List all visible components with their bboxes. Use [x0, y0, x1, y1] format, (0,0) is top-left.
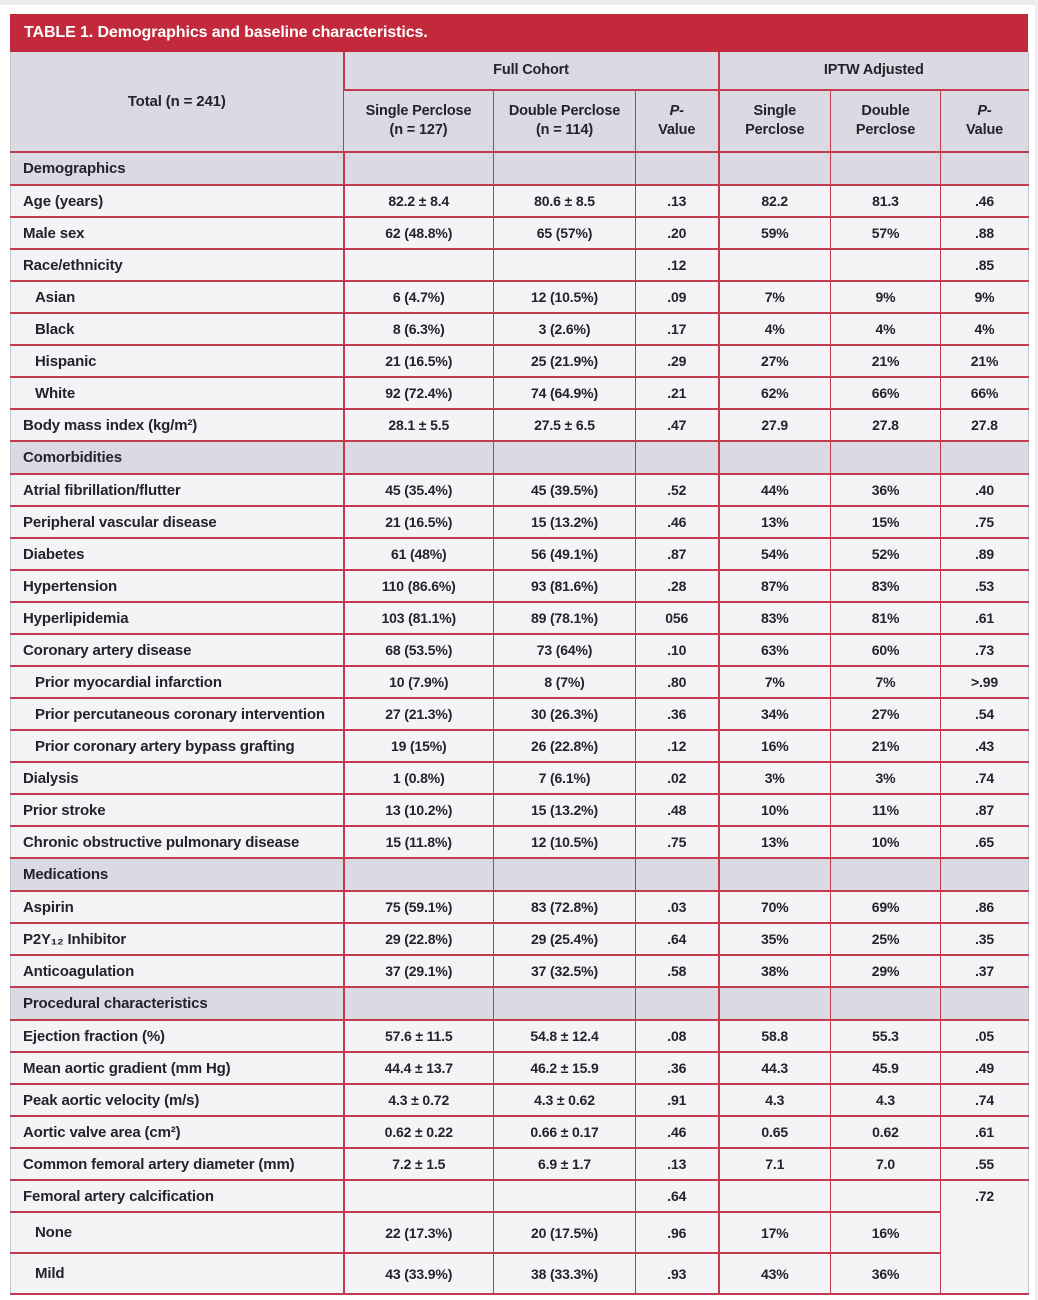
- value-cell: .64: [636, 1180, 719, 1212]
- row-label: Body mass index (kg/m²): [11, 409, 344, 441]
- row-label: Anticoagulation: [11, 955, 344, 987]
- column-header-single-perclose-full: Single Perclose (n = 127): [344, 90, 494, 152]
- value-cell: .73: [941, 634, 1029, 666]
- value-cell: 66%: [941, 377, 1029, 409]
- value-cell: 1 (0.8%): [344, 762, 494, 794]
- value-cell: 68 (53.5%): [344, 634, 494, 666]
- value-cell: 110 (86.6%): [344, 570, 494, 602]
- value-cell: 10%: [831, 826, 941, 858]
- column-header-single-perclose-iptw: Single Perclose: [719, 90, 831, 152]
- empty-cell: [831, 441, 941, 474]
- value-cell: .37: [941, 955, 1029, 987]
- value-cell: 7%: [719, 281, 831, 313]
- table-row: [11, 1180, 1029, 1212]
- value-cell: 35%: [719, 923, 831, 955]
- table-row: [11, 1116, 1029, 1148]
- empty-cell: [636, 441, 719, 474]
- value-cell: 61 (48%): [344, 538, 494, 570]
- empty-cell: [636, 987, 719, 1020]
- value-cell: .88: [941, 217, 1029, 249]
- row-label: Diabetes: [11, 538, 344, 570]
- table-row: [11, 1052, 1029, 1084]
- value-cell: 75 (59.1%): [344, 891, 494, 923]
- value-cell: .91: [636, 1084, 719, 1116]
- value-cell: 25 (21.9%): [494, 345, 636, 377]
- value-cell: [831, 1180, 941, 1212]
- value-cell: 13%: [719, 506, 831, 538]
- value-cell: 4.3: [831, 1084, 941, 1116]
- value-cell: 27.8: [831, 409, 941, 441]
- table-row: [11, 281, 1029, 313]
- value-cell: .13: [636, 1148, 719, 1180]
- row-label: Age (years): [11, 185, 344, 217]
- value-cell: 36%: [831, 1253, 941, 1294]
- value-cell: 4.3 ± 0.72: [344, 1084, 494, 1116]
- value-cell: .35: [941, 923, 1029, 955]
- table-row: [11, 698, 1029, 730]
- value-cell: 54%: [719, 538, 831, 570]
- row-label: Asian: [11, 281, 344, 313]
- value-cell: 6.9 ± 1.7: [494, 1148, 636, 1180]
- table-row: [11, 474, 1029, 506]
- value-cell: .17: [636, 313, 719, 345]
- value-cell: 45 (35.4%): [344, 474, 494, 506]
- value-cell: .49: [941, 1052, 1029, 1084]
- value-cell: 15 (13.2%): [494, 506, 636, 538]
- value-cell: 15 (13.2%): [494, 794, 636, 826]
- value-cell: 34%: [719, 698, 831, 730]
- value-cell: .89: [941, 538, 1029, 570]
- value-cell: 80.6 ± 8.5: [494, 185, 636, 217]
- value-cell: .53: [941, 570, 1029, 602]
- demographics-table: [10, 14, 1028, 1295]
- empty-cell: [831, 858, 941, 891]
- value-cell: 70%: [719, 891, 831, 923]
- value-cell: 37 (32.5%): [494, 955, 636, 987]
- row-label: Prior coronary artery bypass grafting: [11, 730, 344, 762]
- value-cell: .36: [636, 1052, 719, 1084]
- value-cell: [344, 249, 494, 281]
- value-cell: 25%: [831, 923, 941, 955]
- empty-cell: [719, 858, 831, 891]
- value-cell: 7%: [831, 666, 941, 698]
- value-cell: 21%: [831, 730, 941, 762]
- empty-cell: [494, 152, 636, 185]
- table-row: [11, 923, 1029, 955]
- value-cell: 83%: [831, 570, 941, 602]
- value-cell: 54.8 ± 12.4: [494, 1020, 636, 1052]
- value-cell: 0.62: [831, 1116, 941, 1148]
- row-label: P2Y₁₂ Inhibitor: [11, 923, 344, 955]
- value-cell: 7 (6.1%): [494, 762, 636, 794]
- empty-cell: [831, 152, 941, 185]
- value-cell: .87: [941, 794, 1029, 826]
- column-header-pvalue-full: P- Value: [636, 90, 719, 152]
- value-cell: 4%: [719, 313, 831, 345]
- value-cell: 43 (33.9%): [344, 1253, 494, 1294]
- row-label: Atrial fibrillation/flutter: [11, 474, 344, 506]
- value-cell: .08: [636, 1020, 719, 1052]
- value-cell: 83 (72.8%): [494, 891, 636, 923]
- value-cell: 8 (6.3%): [344, 313, 494, 345]
- value-cell: 17%: [719, 1212, 831, 1253]
- value-cell: .80: [636, 666, 719, 698]
- row-label: Chronic obstructive pulmonary disease: [11, 826, 344, 858]
- value-cell: 3 (2.6%): [494, 313, 636, 345]
- value-cell: .96: [636, 1212, 719, 1253]
- row-label: Ejection fraction (%): [11, 1020, 344, 1052]
- value-cell: 27%: [719, 345, 831, 377]
- value-cell: 21 (16.5%): [344, 506, 494, 538]
- value-cell: [494, 1180, 636, 1212]
- value-cell: .87: [636, 538, 719, 570]
- value-cell: 81%: [831, 602, 941, 634]
- value-cell: .47: [636, 409, 719, 441]
- empty-cell: [719, 152, 831, 185]
- row-label: Prior myocardial infarction: [11, 666, 344, 698]
- table-row: [11, 1212, 1029, 1253]
- value-cell: 29 (22.8%): [344, 923, 494, 955]
- value-cell: 13%: [719, 826, 831, 858]
- value-cell: 30 (26.3%): [494, 698, 636, 730]
- value-cell: 0.62 ± 0.22: [344, 1116, 494, 1148]
- table-row: [11, 570, 1029, 602]
- section-label: Comorbidities: [11, 441, 344, 474]
- row-label: Aspirin: [11, 891, 344, 923]
- empty-cell: [636, 858, 719, 891]
- value-cell: 21%: [831, 345, 941, 377]
- group-header-row: [11, 52, 1029, 90]
- value-cell: 4%: [941, 313, 1029, 345]
- value-cell: .75: [636, 826, 719, 858]
- column-header-double-perclose-full: Double Perclose (n = 114): [494, 90, 636, 152]
- value-cell: .61: [941, 602, 1029, 634]
- table-row: [11, 506, 1029, 538]
- row-label: Hypertension: [11, 570, 344, 602]
- table-row: [11, 955, 1029, 987]
- value-cell: 19 (15%): [344, 730, 494, 762]
- value-cell: .58: [636, 955, 719, 987]
- page-top-edge: [0, 0, 1038, 5]
- value-cell: 7.2 ± 1.5: [344, 1148, 494, 1180]
- empty-cell: [344, 987, 494, 1020]
- row-label: Aortic valve area (cm²): [11, 1116, 344, 1148]
- value-cell: 45.9: [831, 1052, 941, 1084]
- value-cell: .93: [636, 1253, 719, 1294]
- value-cell: 16%: [719, 730, 831, 762]
- value-cell: 59%: [719, 217, 831, 249]
- empty-cell: [941, 441, 1029, 474]
- value-cell: 45 (39.5%): [494, 474, 636, 506]
- empty-cell: [941, 987, 1029, 1020]
- table-row: [11, 794, 1029, 826]
- row-label: Prior stroke: [11, 794, 344, 826]
- value-cell: 3%: [719, 762, 831, 794]
- value-cell: 7%: [719, 666, 831, 698]
- value-cell: 44.4 ± 13.7: [344, 1052, 494, 1084]
- value-cell: 20 (17.5%): [494, 1212, 636, 1253]
- value-cell: 38 (33.3%): [494, 1253, 636, 1294]
- table-row: [11, 1084, 1029, 1116]
- row-label: White: [11, 377, 344, 409]
- value-cell: 58.8: [719, 1020, 831, 1052]
- column-header-double-perclose-iptw: Double Perclose: [831, 90, 941, 152]
- value-cell: 55.3: [831, 1020, 941, 1052]
- value-cell: 74 (64.9%): [494, 377, 636, 409]
- value-cell: 57.6 ± 11.5: [344, 1020, 494, 1052]
- value-cell: 26 (22.8%): [494, 730, 636, 762]
- value-cell: 44.3: [719, 1052, 831, 1084]
- column-group-iptw-adjusted: IPTW Adjusted: [719, 52, 1029, 90]
- value-cell: 82.2 ± 8.4: [344, 185, 494, 217]
- section-label: Demographics: [11, 152, 344, 185]
- empty-cell: [636, 152, 719, 185]
- value-cell: [494, 249, 636, 281]
- value-cell: 8 (7%): [494, 666, 636, 698]
- table-title-bar: [10, 14, 1028, 52]
- value-cell: .43: [941, 730, 1029, 762]
- value-cell: 62%: [719, 377, 831, 409]
- value-cell: 056: [636, 602, 719, 634]
- value-cell: 82.2: [719, 185, 831, 217]
- value-cell: [719, 249, 831, 281]
- row-label: Peak aortic velocity (m/s): [11, 1084, 344, 1116]
- data-table: [10, 52, 1029, 1295]
- value-cell: 89 (78.1%): [494, 602, 636, 634]
- row-label: Hyperlipidemia: [11, 602, 344, 634]
- value-cell: 4.3 ± 0.62: [494, 1084, 636, 1116]
- empty-cell: [494, 858, 636, 891]
- row-label: Race/ethnicity: [11, 249, 344, 281]
- column-group-full-cohort: Full Cohort: [344, 52, 719, 90]
- table-row: [11, 1148, 1029, 1180]
- value-cell: 83%: [719, 602, 831, 634]
- value-cell: .46: [636, 506, 719, 538]
- table-row: [11, 345, 1029, 377]
- column-header-total: Total (n = 241): [11, 52, 344, 152]
- value-cell: 3%: [831, 762, 941, 794]
- table-row: [11, 409, 1029, 441]
- value-cell: .74: [941, 762, 1029, 794]
- value-cell: .12: [636, 249, 719, 281]
- value-cell: 4%: [831, 313, 941, 345]
- value-cell: 66%: [831, 377, 941, 409]
- value-cell: 10 (7.9%): [344, 666, 494, 698]
- value-cell: 22 (17.3%): [344, 1212, 494, 1253]
- table-row: [11, 634, 1029, 666]
- value-cell: .85: [941, 249, 1029, 281]
- value-cell: 69%: [831, 891, 941, 923]
- value-cell: 27.9: [719, 409, 831, 441]
- value-cell: 11%: [831, 794, 941, 826]
- row-label: Prior percutaneous coronary intervention: [11, 698, 344, 730]
- value-cell: .29: [636, 345, 719, 377]
- value-cell: 87%: [719, 570, 831, 602]
- row-label: Mild: [11, 1253, 344, 1294]
- value-cell: 43%: [719, 1253, 831, 1294]
- value-cell: 27%: [831, 698, 941, 730]
- value-cell: 92 (72.4%): [344, 377, 494, 409]
- value-cell: 57%: [831, 217, 941, 249]
- value-cell: .54: [941, 698, 1029, 730]
- value-cell: 9%: [941, 281, 1029, 313]
- value-cell: 15 (11.8%): [344, 826, 494, 858]
- row-label: Femoral artery calcification: [11, 1180, 344, 1212]
- table-row: [11, 185, 1029, 217]
- value-cell: .86: [941, 891, 1029, 923]
- value-cell: 7.0: [831, 1148, 941, 1180]
- value-cell: 28.1 ± 5.5: [344, 409, 494, 441]
- value-cell: >.99: [941, 666, 1029, 698]
- value-cell: .64: [636, 923, 719, 955]
- value-cell: 44%: [719, 474, 831, 506]
- value-cell: 81.3: [831, 185, 941, 217]
- value-cell: [719, 1180, 831, 1212]
- value-cell: .74: [941, 1084, 1029, 1116]
- row-label: Hispanic: [11, 345, 344, 377]
- empty-cell: [941, 858, 1029, 891]
- value-cell: 52%: [831, 538, 941, 570]
- value-cell: 27.8: [941, 409, 1029, 441]
- merged-pvalue-cell: .72: [941, 1180, 1029, 1294]
- table-row: [11, 762, 1029, 794]
- row-label: Mean aortic gradient (mm Hg): [11, 1052, 344, 1084]
- value-cell: 21 (16.5%): [344, 345, 494, 377]
- value-cell: .21: [636, 377, 719, 409]
- section-row: [11, 152, 1029, 185]
- value-cell: .20: [636, 217, 719, 249]
- table-row: [11, 1253, 1029, 1294]
- value-cell: .03: [636, 891, 719, 923]
- table-row: [11, 602, 1029, 634]
- value-cell: 29%: [831, 955, 941, 987]
- empty-cell: [344, 441, 494, 474]
- value-cell: 9%: [831, 281, 941, 313]
- table-row: [11, 1020, 1029, 1052]
- section-label: Medications: [11, 858, 344, 891]
- value-cell: .40: [941, 474, 1029, 506]
- row-label: Male sex: [11, 217, 344, 249]
- value-cell: 62 (48.8%): [344, 217, 494, 249]
- value-cell: .10: [636, 634, 719, 666]
- value-cell: 36%: [831, 474, 941, 506]
- empty-cell: [494, 987, 636, 1020]
- table-row: [11, 249, 1029, 281]
- value-cell: .61: [941, 1116, 1029, 1148]
- empty-cell: [719, 441, 831, 474]
- value-cell: .12: [636, 730, 719, 762]
- table-row: [11, 377, 1029, 409]
- table-title: TABLE 1. Demographics and baseline characteristics.: [24, 24, 428, 41]
- row-label: Common femoral artery diameter (mm): [11, 1148, 344, 1180]
- value-cell: 13 (10.2%): [344, 794, 494, 826]
- value-cell: 56 (49.1%): [494, 538, 636, 570]
- value-cell: .75: [941, 506, 1029, 538]
- table-row: [11, 313, 1029, 345]
- value-cell: 27 (21.3%): [344, 698, 494, 730]
- value-cell: 12 (10.5%): [494, 826, 636, 858]
- row-label: Coronary artery disease: [11, 634, 344, 666]
- section-label: Procedural characteristics: [11, 987, 344, 1020]
- value-cell: 6 (4.7%): [344, 281, 494, 313]
- value-cell: 60%: [831, 634, 941, 666]
- value-cell: .28: [636, 570, 719, 602]
- value-cell: .46: [941, 185, 1029, 217]
- table-row: [11, 666, 1029, 698]
- value-cell: [831, 249, 941, 281]
- row-label: None: [11, 1212, 344, 1253]
- value-cell: 65 (57%): [494, 217, 636, 249]
- value-cell: .09: [636, 281, 719, 313]
- value-cell: 38%: [719, 955, 831, 987]
- value-cell: .52: [636, 474, 719, 506]
- value-cell: 16%: [831, 1212, 941, 1253]
- table-row: [11, 891, 1029, 923]
- value-cell: 7.1: [719, 1148, 831, 1180]
- table-row: [11, 538, 1029, 570]
- value-cell: .05: [941, 1020, 1029, 1052]
- value-cell: 10%: [719, 794, 831, 826]
- value-cell: 46.2 ± 15.9: [494, 1052, 636, 1084]
- column-header-pvalue-iptw: P- Value: [941, 90, 1029, 152]
- section-row: [11, 441, 1029, 474]
- value-cell: 93 (81.6%): [494, 570, 636, 602]
- value-cell: 15%: [831, 506, 941, 538]
- section-row: [11, 987, 1029, 1020]
- value-cell: 73 (64%): [494, 634, 636, 666]
- empty-cell: [719, 987, 831, 1020]
- row-label: Black: [11, 313, 344, 345]
- value-cell: .48: [636, 794, 719, 826]
- empty-cell: [344, 152, 494, 185]
- value-cell: [344, 1180, 494, 1212]
- value-cell: 37 (29.1%): [344, 955, 494, 987]
- value-cell: 21%: [941, 345, 1029, 377]
- value-cell: 0.66 ± 0.17: [494, 1116, 636, 1148]
- value-cell: 27.5 ± 6.5: [494, 409, 636, 441]
- value-cell: .13: [636, 185, 719, 217]
- empty-cell: [941, 152, 1029, 185]
- value-cell: 103 (81.1%): [344, 602, 494, 634]
- empty-cell: [494, 441, 636, 474]
- table-row: [11, 730, 1029, 762]
- value-cell: .02: [636, 762, 719, 794]
- value-cell: .55: [941, 1148, 1029, 1180]
- empty-cell: [831, 987, 941, 1020]
- row-label: Peripheral vascular disease: [11, 506, 344, 538]
- value-cell: .36: [636, 698, 719, 730]
- value-cell: 29 (25.4%): [494, 923, 636, 955]
- value-cell: .65: [941, 826, 1029, 858]
- table-row: [11, 826, 1029, 858]
- empty-cell: [344, 858, 494, 891]
- value-cell: 63%: [719, 634, 831, 666]
- value-cell: 12 (10.5%): [494, 281, 636, 313]
- section-row: [11, 858, 1029, 891]
- row-label: Dialysis: [11, 762, 344, 794]
- value-cell: 0.65: [719, 1116, 831, 1148]
- value-cell: .46: [636, 1116, 719, 1148]
- value-cell: 4.3: [719, 1084, 831, 1116]
- table-row: [11, 217, 1029, 249]
